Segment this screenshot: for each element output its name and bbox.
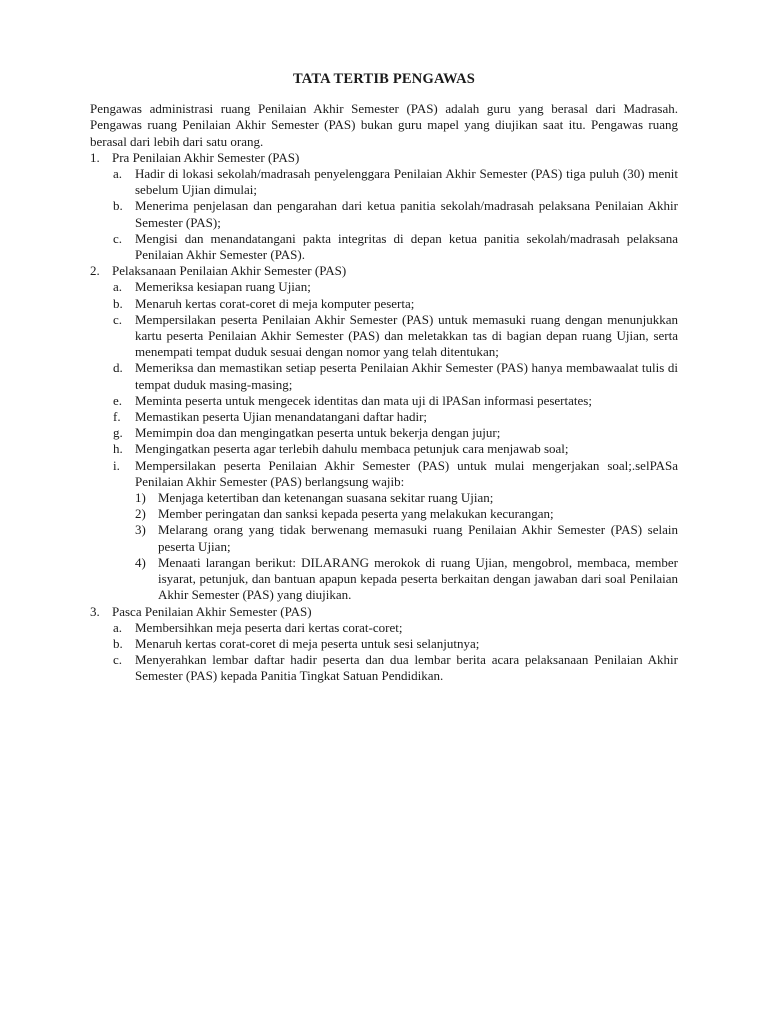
list-item-marker: c. [113, 311, 123, 327]
list-item-text: Mengisi dan menandatangani pakta integritas di depan ketua panitia sekolah/madrasah pelaksana Penilaian Akhir Semester (PAS). [135, 230, 678, 263]
list-item [113, 409, 678, 425]
section-title: Pra Penilaian Akhir Semester (PAS) [112, 149, 300, 165]
sub-list-item-marker: 4) [135, 554, 146, 570]
list-item [113, 425, 678, 441]
list-item-text: Meminta peserta untuk mengecek identitas dan mata uji di lPASan informasi pesertates; [135, 392, 592, 408]
sub-list-item [135, 506, 678, 522]
list-item-text: Memastikan peserta Ujian menandatangani daftar hadir; [135, 409, 428, 425]
list-item-marker: b. [113, 295, 123, 311]
sub-list-item-text: Melarang orang yang tidak berwenang memasuki ruang Penilaian Akhir Semester (PAS) selain peserta Ujian; [158, 522, 678, 554]
document-title: TATA TERTIB PENGAWAS [292, 71, 476, 87]
list-item-text: Menaruh kertas corat-coret di meja peserta untuk sesi selanjutnya; [135, 635, 480, 651]
list-item [113, 441, 678, 457]
list-item-marker: b. [113, 198, 123, 214]
sub-list-item-text: Menaati larangan berikut: DILARANG merokok di ruang Ujian, mengobrol, membaca, member isyarat, petunjuk, dan bantuan apapun kepada peserta berkaitan dengan jawaban dari soal Penilaian Akhir Semester (PAS) yang diujikan. [158, 554, 678, 603]
list-item-marker: a. [113, 279, 123, 295]
section-number: 1. [90, 149, 100, 165]
section-number: 3. [90, 603, 100, 619]
list-item-text: Memeriksa dan memastikan setiap peserta Penilaian Akhir Semester (PAS) hanya membawaalat tulis di tempat duduk masing-masing; [135, 360, 678, 392]
list-item [113, 393, 678, 409]
list-item [113, 458, 678, 490]
list-item-text: Mempersilakan peserta Penilaian Akhir Semester (PAS) untuk memasuki ruang dengan menunjukkan kartu peserta Penilaian Akhir Semester (PAS) dan meletakkan tas di bagian depan ruang Ujian, serta menempati tempat duduk sesuai dengan nomor yang telah ditentukan; [135, 311, 678, 360]
list-item-text: Membersihkan meja peserta dari kertas corat-coret; [135, 619, 403, 635]
rules-list [90, 150, 678, 685]
list-item-marker: b. [113, 635, 123, 651]
section-heading [90, 604, 678, 620]
list-item [113, 279, 678, 295]
sub-list-item-text: Member peringatan dan sanksi kepada peserta yang melakukan kecurangan; [158, 506, 554, 522]
sub-list-item-text: Menjaga ketertiban dan ketenangan suasana sekitar ruang Ujian; [158, 490, 494, 506]
list-item [113, 198, 678, 230]
list-item-marker: h. [113, 441, 123, 457]
list-item-marker: f. [113, 409, 121, 425]
list-item [113, 166, 678, 198]
list-item [113, 652, 678, 684]
list-item [113, 360, 678, 392]
sub-list-item-marker: 3) [135, 522, 146, 538]
list-item [113, 620, 678, 636]
list-item-marker: a. [113, 619, 123, 635]
list-item-marker: a. [113, 166, 123, 182]
document-page [90, 71, 678, 685]
sub-list-item [135, 555, 678, 604]
list-item-text: Menaruh kertas corat-coret di meja komputer peserta; [135, 295, 415, 311]
list-item-text: Memeriksa kesiapan ruang Ujian; [135, 279, 311, 295]
intro-paragraph: Pengawas administrasi ruang Penilaian Akhir Semester (PAS) adalah guru yang berasal dari Madrasah. Pengawas ruang Penilaian Akhir Semester (PAS) bukan guru mapel yang diujikan saat itu. Pengawas ruang berasal dari lebih dari satu orang. [90, 101, 678, 149]
list-item-marker: c. [113, 652, 123, 668]
section-title: Pasca Penilaian Akhir Semester (PAS) [112, 603, 312, 619]
section-title: Pelaksanaan Penilaian Akhir Semester (PAS) [112, 263, 347, 279]
list-item-marker: e. [113, 392, 123, 408]
list-item-marker: d. [113, 360, 123, 376]
sub-list-item-marker: 1) [135, 490, 146, 506]
list-item [113, 312, 678, 361]
list-item-marker: c. [113, 230, 123, 246]
list-item [113, 636, 678, 652]
section-heading [90, 150, 678, 166]
sub-list-item [135, 490, 678, 506]
list-item-text: Hadir di lokasi sekolah/madrasah penyelenggara Penilaian Akhir Semester (PAS) tiga puluh (30) menit sebelum Ujian dimulai; [135, 166, 678, 198]
list-item-text: Memimpin doa dan mengingatkan peserta untuk bekerja dengan jujur; [135, 425, 501, 441]
list-item-text: Mempersilakan peserta Penilaian Akhir Semester (PAS) untuk mulai mengerjakan soal;.selPASa Penilaian Akhir Semester (PAS) berlangsung wajib: [135, 457, 678, 489]
list-item-text: Menyerahkan lembar daftar hadir peserta dan dua lembar berita acara pelaksanaan Penilaian Akhir Semester (PAS) kepada Panitia Tingkat Satuan Pendidikan. [135, 652, 678, 684]
sub-list-item [135, 522, 678, 554]
list-item [113, 231, 678, 263]
list-item-text: Menerima penjelasan dan pengarahan dari ketua panitia sekolah/madrasah pelaksana Penilaian Akhir Semester (PAS); [135, 198, 678, 230]
section-heading [90, 263, 678, 279]
sub-list-item-marker: 2) [135, 506, 146, 522]
list-item [113, 296, 678, 312]
list-item-marker: g. [113, 425, 123, 441]
list-item-text: Mengingatkan peserta agar terlebih dahulu membaca petunjuk cara menjawab soal; [135, 441, 569, 457]
list-item-marker: i. [113, 457, 120, 473]
section-number: 2. [90, 263, 100, 279]
